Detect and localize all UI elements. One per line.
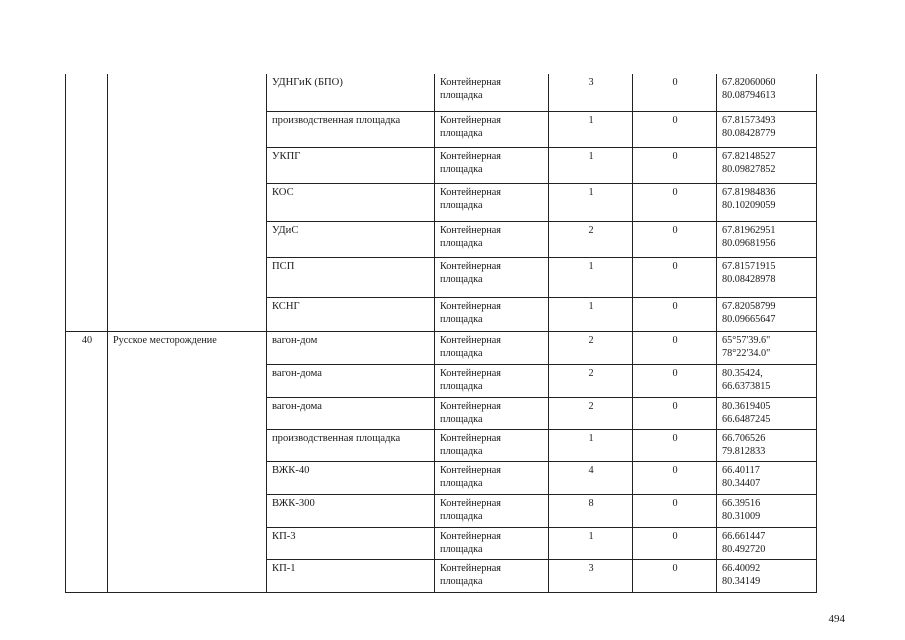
field-name-cell: Русское месторождение (108, 332, 267, 365)
table-row (66, 365, 817, 398)
container-count-cell: 2 (549, 222, 633, 258)
coordinate-latitude: 80.3619405 (722, 401, 771, 412)
object-name-cell: КОС (267, 184, 435, 222)
container-count-cell: 1 (549, 112, 633, 148)
table-row (66, 332, 817, 365)
coordinates-cell (717, 298, 817, 332)
site-type-cell: Контейнерная площадка (435, 495, 549, 528)
field-name-cell (108, 74, 267, 112)
container-count-cell: 1 (549, 184, 633, 222)
zero-count-cell: 0 (633, 184, 717, 222)
coordinate-longitude: 80.09665647 (722, 314, 776, 325)
coordinate-longitude: 80.31009 (722, 511, 761, 522)
zero-count-cell: 0 (633, 528, 717, 560)
field-name-cell (108, 365, 267, 398)
row-index-cell (66, 298, 108, 332)
coordinate-longitude: 80.09827852 (722, 164, 776, 175)
coordinate-latitude: 66.39516 (722, 498, 761, 509)
coordinate-latitude: 66.40117 (722, 465, 760, 476)
table-row (66, 495, 817, 528)
container-count-cell: 1 (549, 298, 633, 332)
object-name-cell: вагон-дом (267, 332, 435, 365)
table-row (66, 112, 817, 148)
field-name-cell (108, 222, 267, 258)
object-name-cell: ПСП (267, 258, 435, 298)
zero-count-cell: 0 (633, 222, 717, 258)
coordinate-latitude: 67.81984836 (722, 187, 776, 198)
table-row (66, 430, 817, 462)
container-count-cell: 2 (549, 365, 633, 398)
coordinates-cell (717, 560, 817, 593)
site-type-cell: Контейнерная площадка (435, 112, 549, 148)
coordinates-cell (717, 148, 817, 184)
coordinates-cell (717, 365, 817, 398)
site-type-cell: Контейнерная площадка (435, 560, 549, 593)
zero-count-cell: 0 (633, 495, 717, 528)
coordinates-cell (717, 528, 817, 560)
object-name-cell: производственная площадка (267, 430, 435, 462)
zero-count-cell: 0 (633, 398, 717, 430)
field-name-cell (108, 112, 267, 148)
coordinate-latitude: 80.35424, (722, 368, 763, 379)
table-row (66, 222, 817, 258)
coordinates-cell (717, 430, 817, 462)
container-count-cell: 1 (549, 258, 633, 298)
zero-count-cell: 0 (633, 365, 717, 398)
zero-count-cell: 0 (633, 148, 717, 184)
row-index-cell (66, 462, 108, 495)
row-index-cell: 40 (66, 332, 108, 365)
coordinate-latitude: 67.81571915 (722, 261, 776, 272)
row-index-cell (66, 365, 108, 398)
site-type-cell: Контейнерная площадка (435, 298, 549, 332)
row-index-cell (66, 148, 108, 184)
coordinate-latitude: 67.81573493 (722, 115, 776, 126)
field-name-cell (108, 298, 267, 332)
site-type-cell: Контейнерная площадка (435, 258, 549, 298)
coordinates-cell (717, 184, 817, 222)
container-count-cell: 1 (549, 148, 633, 184)
zero-count-cell: 0 (633, 298, 717, 332)
object-name-cell: УКПГ (267, 148, 435, 184)
site-type-cell: Контейнерная площадка (435, 332, 549, 365)
row-index-cell (66, 112, 108, 148)
table-row (66, 148, 817, 184)
container-count-cell: 3 (549, 74, 633, 112)
zero-count-cell: 0 (633, 112, 717, 148)
container-count-cell: 1 (549, 528, 633, 560)
coordinate-longitude: 79.812833 (722, 446, 766, 457)
field-name-cell (108, 528, 267, 560)
object-name-cell: вагон-дома (267, 398, 435, 430)
coordinates-cell (717, 398, 817, 430)
object-name-cell: КП-3 (267, 528, 435, 560)
coordinate-longitude: 66.6373815 (722, 381, 771, 392)
zero-count-cell: 0 (633, 332, 717, 365)
container-count-cell: 4 (549, 462, 633, 495)
coordinate-latitude: 66.661447 (722, 531, 766, 542)
coordinate-latitude: 67.82060060 (722, 77, 776, 88)
coordinate-latitude: 65°57'39.6" (722, 335, 771, 346)
coordinate-latitude: 67.82148527 (722, 151, 776, 162)
container-count-cell: 2 (549, 332, 633, 365)
coordinate-latitude: 67.82058799 (722, 301, 776, 312)
coordinate-latitude: 66.706526 (722, 433, 766, 444)
coordinate-longitude: 80.08794613 (722, 90, 776, 101)
field-name-cell (108, 258, 267, 298)
row-index-cell (66, 258, 108, 298)
row-index-cell (66, 184, 108, 222)
coordinate-longitude: 80.09681956 (722, 238, 776, 249)
row-index-cell (66, 74, 108, 112)
table-row (66, 298, 817, 332)
container-count-cell: 1 (549, 430, 633, 462)
field-name-cell (108, 495, 267, 528)
coordinate-longitude: 80.34407 (722, 478, 761, 489)
table-row (66, 74, 817, 112)
site-type-cell: Контейнерная площадка (435, 184, 549, 222)
page-number: 494 (828, 613, 845, 625)
site-type-cell: Контейнерная площадка (435, 528, 549, 560)
zero-count-cell: 0 (633, 430, 717, 462)
coordinate-longitude: 80.10209059 (722, 200, 776, 211)
row-index-cell (66, 560, 108, 593)
object-name-cell: ВЖК-300 (267, 495, 435, 528)
coordinate-longitude: 80.34149 (722, 576, 761, 587)
site-type-cell: Контейнерная площадка (435, 148, 549, 184)
field-name-cell (108, 148, 267, 184)
container-count-cell: 2 (549, 398, 633, 430)
site-type-cell: Контейнерная площадка (435, 74, 549, 112)
coordinate-latitude: 66.40092 (722, 563, 761, 574)
table-row (66, 184, 817, 222)
coordinates-cell (717, 112, 817, 148)
field-name-cell (108, 462, 267, 495)
coordinates-cell (717, 222, 817, 258)
object-name-cell: вагон-дома (267, 365, 435, 398)
site-type-cell: Контейнерная площадка (435, 430, 549, 462)
object-name-cell: производственная площадка (267, 112, 435, 148)
row-index-cell (66, 398, 108, 430)
site-type-cell: Контейнерная площадка (435, 365, 549, 398)
field-name-cell (108, 184, 267, 222)
waste-sites-table (65, 74, 817, 593)
site-type-cell: Контейнерная площадка (435, 398, 549, 430)
table-row (66, 528, 817, 560)
table-body (66, 74, 817, 593)
coordinates-cell (717, 495, 817, 528)
coordinate-longitude: 80.492720 (722, 544, 766, 555)
row-index-cell (66, 528, 108, 560)
coordinates-cell (717, 332, 817, 365)
coordinate-longitude: 78°22'34.0" (722, 348, 771, 359)
site-type-cell: Контейнерная площадка (435, 222, 549, 258)
row-index-cell (66, 495, 108, 528)
zero-count-cell: 0 (633, 560, 717, 593)
coordinates-cell (717, 258, 817, 298)
coordinate-longitude: 80.08428779 (722, 128, 776, 139)
coordinate-longitude: 80.08428978 (722, 274, 776, 285)
container-count-cell: 8 (549, 495, 633, 528)
object-name-cell: ВЖК-40 (267, 462, 435, 495)
coordinate-longitude: 66.6487245 (722, 414, 771, 425)
object-name-cell: УДНГиК (БПО) (267, 74, 435, 112)
container-count-cell: 3 (549, 560, 633, 593)
field-name-cell (108, 398, 267, 430)
object-name-cell: КСНГ (267, 298, 435, 332)
coordinate-latitude: 67.81962951 (722, 225, 776, 236)
zero-count-cell: 0 (633, 258, 717, 298)
zero-count-cell: 0 (633, 74, 717, 112)
table-row (66, 462, 817, 495)
zero-count-cell: 0 (633, 462, 717, 495)
field-name-cell (108, 430, 267, 462)
object-name-cell: КП-1 (267, 560, 435, 593)
field-name-cell (108, 560, 267, 593)
row-index-cell (66, 222, 108, 258)
coordinates-cell (717, 74, 817, 112)
row-index-cell (66, 430, 108, 462)
table-row (66, 258, 817, 298)
table-row (66, 560, 817, 593)
table-row (66, 398, 817, 430)
site-type-cell: Контейнерная площадка (435, 462, 549, 495)
coordinates-cell (717, 462, 817, 495)
object-name-cell: УДиС (267, 222, 435, 258)
